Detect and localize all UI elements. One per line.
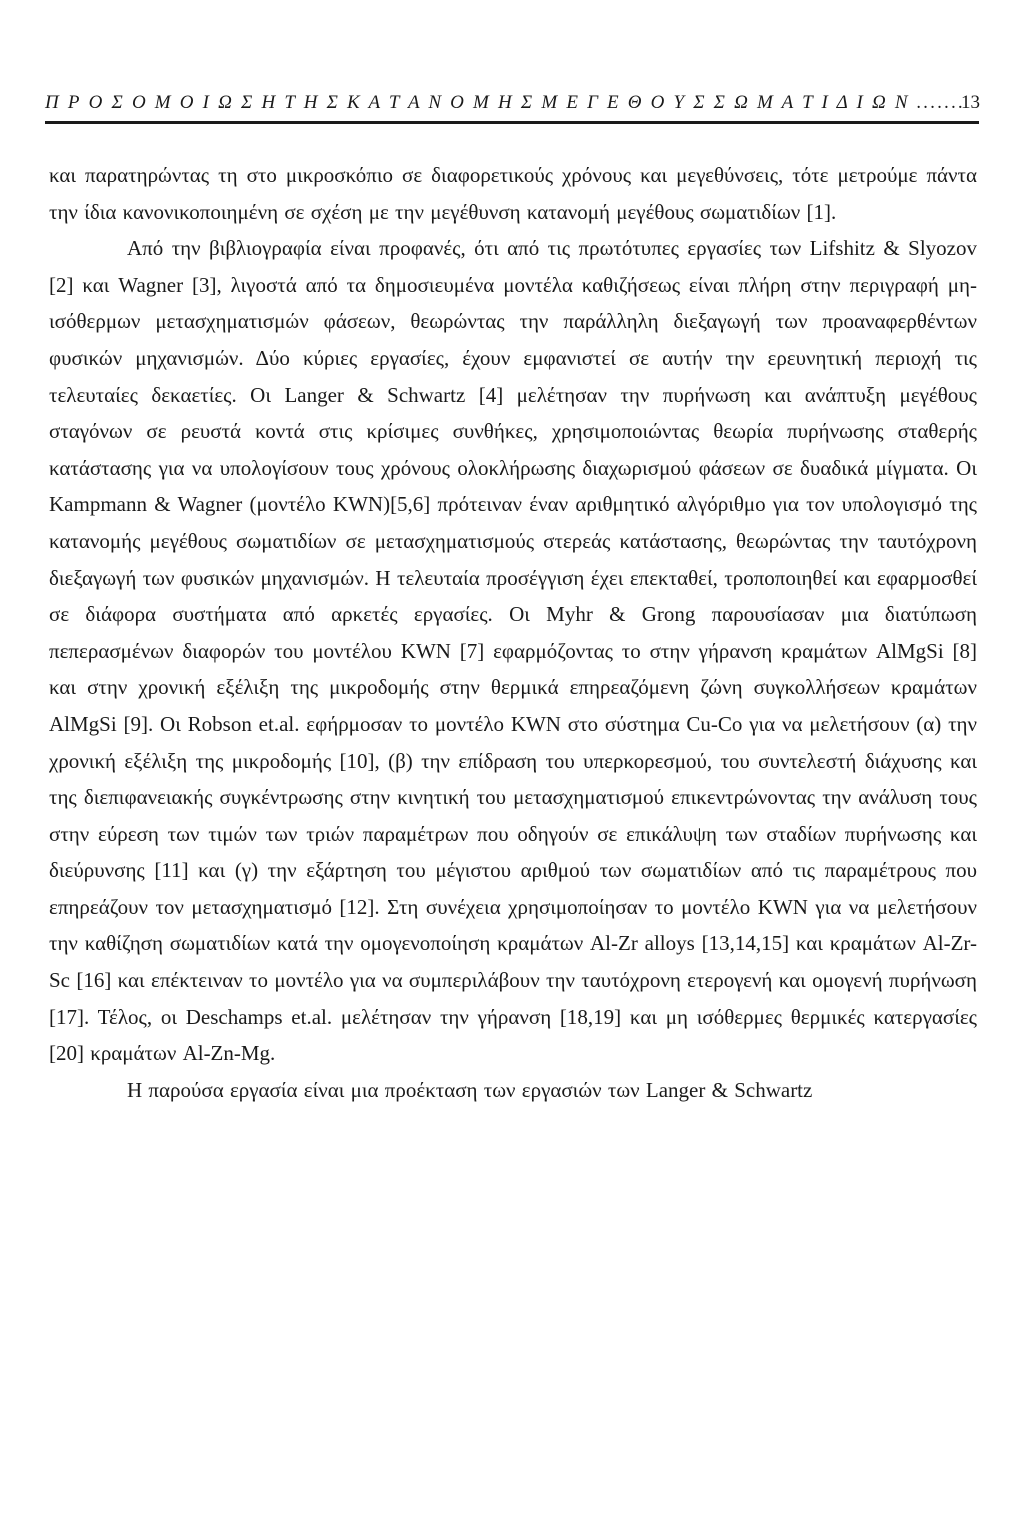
body-text [49, 157, 977, 1108]
paragraph-present-work: Η παρούσα εργασία είναι μια προέκταση των εργασιών των Langer & Schwartz [127, 1077, 813, 1102]
paragraph-literature-review: Από την βιβλιογραφία είναι προφανές, ότι από τις πρωτότυπες εργασίες των Lifshitz & Slyozov [2] και Wagner [3], λιγοστά από τα δημοσιευμένα μοντέλα καθιζήσεως είναι πλήρη στην περιγραφή μη-ισόθερμων μετασχηματισμών φάσεων, θεωρώντας την παράλληλη διεξαγωγή των προαναφερθέντων φυσικών μηχανισμών. Δύο κύριες εργασίες, έχουν εμφανιστεί σε αυτήν την ερευνητική περιοχή τις τελευταίες δεκαετίες. Οι Langer & Schwartz [4] μελέτησαν την πυρήνωση και ανάπτυξη μεγέθους σταγόνων σε ρευστά κοντά στις κρίσιμες συνθήκες, χρησιμοποιώντας θεωρία πυρήνωσης σταθερής κατάστασης για να υπολογίσουν τους χρόνους ολοκλήρωσης διαχωρισμού φάσεων σε δυαδικά μίγματα. Οι Kampmann & Wagner (μοντέλο KWN)[5,6] πρότειναν έναν αριθμητικό αλγόριθμο για τον υπολογισμό της κατανομής μεγέθους σωματιδίων σε μετασχηματισμούς στερεάς κατάστασης, θεωρώντας την ταυτόχρονη διεξαγωγή των φυσικών μηχανισμών. Η τελευταία προσέγγιση έχει επεκταθεί, τροποποιηθεί και εφαρμοσθεί σε διάφορα συστήματα από αρκετές εργασίες. Οι Myhr & Grong παρουσίασαν μια διατύπωση πεπερασμένων διαφορών του μοντέλου KWN [7] εφαρμόζοντας το στην γήρανση κραμάτων AlMgSi [8] και στην χρονική εξέλιξη της μικροδομής στην θερμικά επηρεαζόμενη ζώνη συγκολλήσεων κραμάτων AlMgSi [9]. Οι Robson et.al. εφήρμοσαν το μοντέλο KWN στο σύστημα Cu-Co για να μελετήσουν (α) την χρονική εξέλιξη της μικροδομής [10], (β) την επίδραση του υπερκορεσμού, του συντελεστή διάχυσης και της διεπιφανειακής συγκέντρωσης στην κινητική του μετασχηματισμού επικεντρώνοντας την ανάλυση τους στην εύρεση των τιμών των τριών παραμέτρων που οδηγούν σε επικάλυψη των σταδίων πυρήνωσης και διεύρυνσης [11] και (γ) την εξάρτηση του μέγιστου αριθμού των σωματιδίων από τις παραμέτρους που επηρεάζουν τον μετασχηματισμό [12]. Στη συνέχεια χρησιμοποίησαν το μοντέλο KWN για να μελετήσουν την καθίζηση σωματιδίων κατά την ομογενοποίηση κραμάτων Al-Zr alloys [13,14,15] και κραμάτων Al-Zr-Sc [16] και επέκτειναν το μοντέλο για να συμπεριλάβουν την ταυτόχρονη ετερογενή και ομογενή πυρήνωση [17]. Τέλος, οι Deschamps et.al. μελέτησαν την γήρανση [18,19] και μη ισόθερμες θερμικές κατεργασίες [20] κραμάτων Al-Zn-Mg. [49, 236, 977, 1066]
header-rule [45, 121, 979, 124]
page-number: 13 [961, 92, 980, 113]
running-header-title: Π Ρ Ο Σ Ο Μ Ο Ι Ω Σ Η Τ Η Σ Κ Α Τ Α Ν Ο Μ Η Σ Μ Ε Γ Ε Θ Ο Υ Σ Σ Ω Μ Α Τ Ι Δ Ι Ω Ν ....... [45, 92, 966, 113]
paragraph-continuation: και παρατηρώντας τη στο μικροσκόπιο σε διαφορετικούς χρόνους και μεγεθύνσεις, τότε μετρούμε πάντα την ίδια κανονικοποιημένη σε σχέση με την μεγέθυνση κατανομή μεγέθους σωματιδίων [1]. [49, 163, 977, 224]
running-header [45, 88, 980, 122]
